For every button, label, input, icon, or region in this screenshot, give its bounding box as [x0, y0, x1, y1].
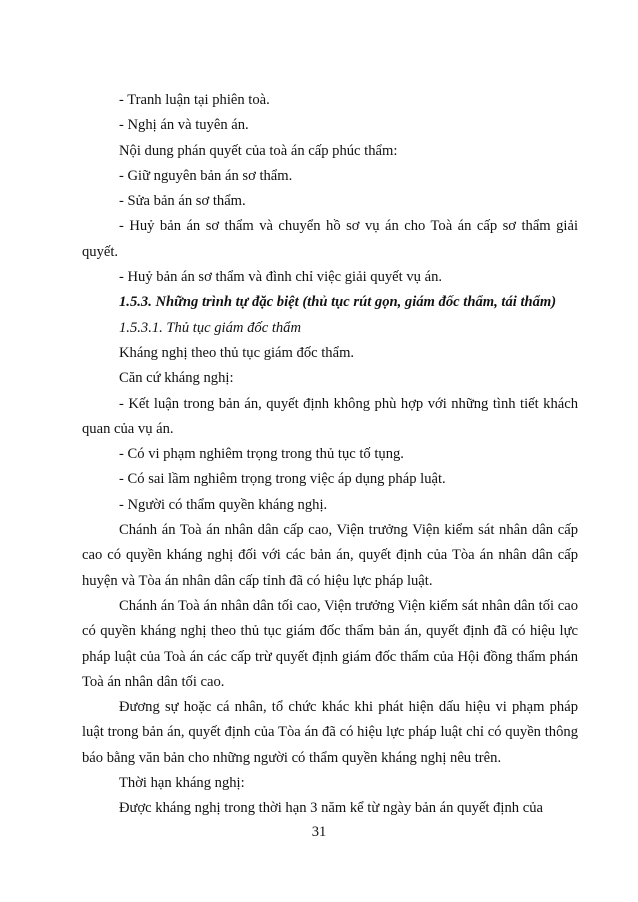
section-heading-1-5-3: 1.5.3. Những trình tự đặc biệt (thủ tục rút gọn, giám đốc thẩm, tái thẩm)	[119, 294, 557, 311]
paragraph-noi-dung-phan-quyet: Nội dung phán quyết của toà án cấp phúc thẩm:	[119, 142, 398, 159]
paragraph-chanh-an-toi-cao: Chánh án Toà án nhân dân tối cao, Viện trưởng Viện kiểm sát nhân dân tối cao có quyền kháng nghị theo thủ tục giám đốc thẩm bản án, quyết định đã có hiệu lực pháp luật của Toà án các cấp trừ quyết định giám đốc thẩm của Hội đồng thẩm phán Toà án nhân dân tối cao.	[82, 597, 578, 690]
paragraph-khang-nghi: Kháng nghị theo thủ tục giám đốc thẩm.	[119, 344, 355, 361]
paragraph-duong-su: Đương sự hoặc cá nhân, tổ chức khác khi phát hiện dấu hiệu vi phạm pháp luật trong bản án, quyết định của Tòa án đã có hiệu lực pháp luật chỉ có quyền thông báo bằng văn bản cho những người có thẩm quyền kháng nghị nêu trên.	[82, 699, 578, 766]
paragraph-chanh-an-cap-cao: Chánh án Toà án nhân dân cấp cao, Viện trưởng Viện kiểm sát nhân dân cấp cao có quyền kháng nghị đối với các bản án, quyết định của Tòa án nhân dân cấp huyện và Tòa án nhân dân cấp tỉnh đã có hiệu lực pháp luật.	[82, 522, 578, 589]
page-body	[82, 88, 578, 822]
list-item-sua-ban-an: - Sửa bản án sơ thẩm.	[119, 193, 246, 210]
list-item-nghi-an: - Nghị án và tuyên án.	[119, 117, 249, 134]
list-item-sai-lam: - Có sai lầm nghiêm trọng trong việc áp dụng pháp luật.	[119, 471, 446, 488]
paragraph-can-cu: Căn cứ kháng nghị:	[119, 370, 234, 387]
list-item-huy-chuyen-ho-so: - Huỷ bản án sơ thẩm và chuyển hồ sơ vụ án cho Toà án cấp sơ thẩm giải quyết.	[82, 218, 578, 260]
list-item-huy-dinh-chi: - Huỷ bản án sơ thẩm và đình chỉ việc giải quyết vụ án.	[119, 269, 443, 286]
paragraph-thoi-han: Thời hạn kháng nghị:	[119, 775, 245, 792]
list-item-giu-nguyen: - Giữ nguyên bản án sơ thẩm.	[119, 167, 293, 184]
list-item-tranh-luan: - Tranh luận tại phiên toà.	[119, 92, 270, 108]
list-item-nguoi-co-tham-quyen: - Người có thẩm quyền kháng nghị.	[119, 496, 328, 513]
paragraph-duoc-khang-nghi: Được kháng nghị trong thời hạn 3 năm kể từ ngày bản án quyết định của	[119, 800, 543, 817]
page-number: 31	[311, 824, 327, 840]
list-item-vi-pham-to-tung: - Có vi phạm nghiêm trọng trong thủ tục tố tụng.	[119, 446, 404, 463]
list-item-ket-luan: - Kết luận trong bản án, quyết định không phù hợp với những tình tiết khách quan của vụ án.	[82, 395, 578, 437]
subsection-heading-1-5-3-1: 1.5.3.1. Thủ tục giám đốc thẩm	[119, 319, 302, 336]
